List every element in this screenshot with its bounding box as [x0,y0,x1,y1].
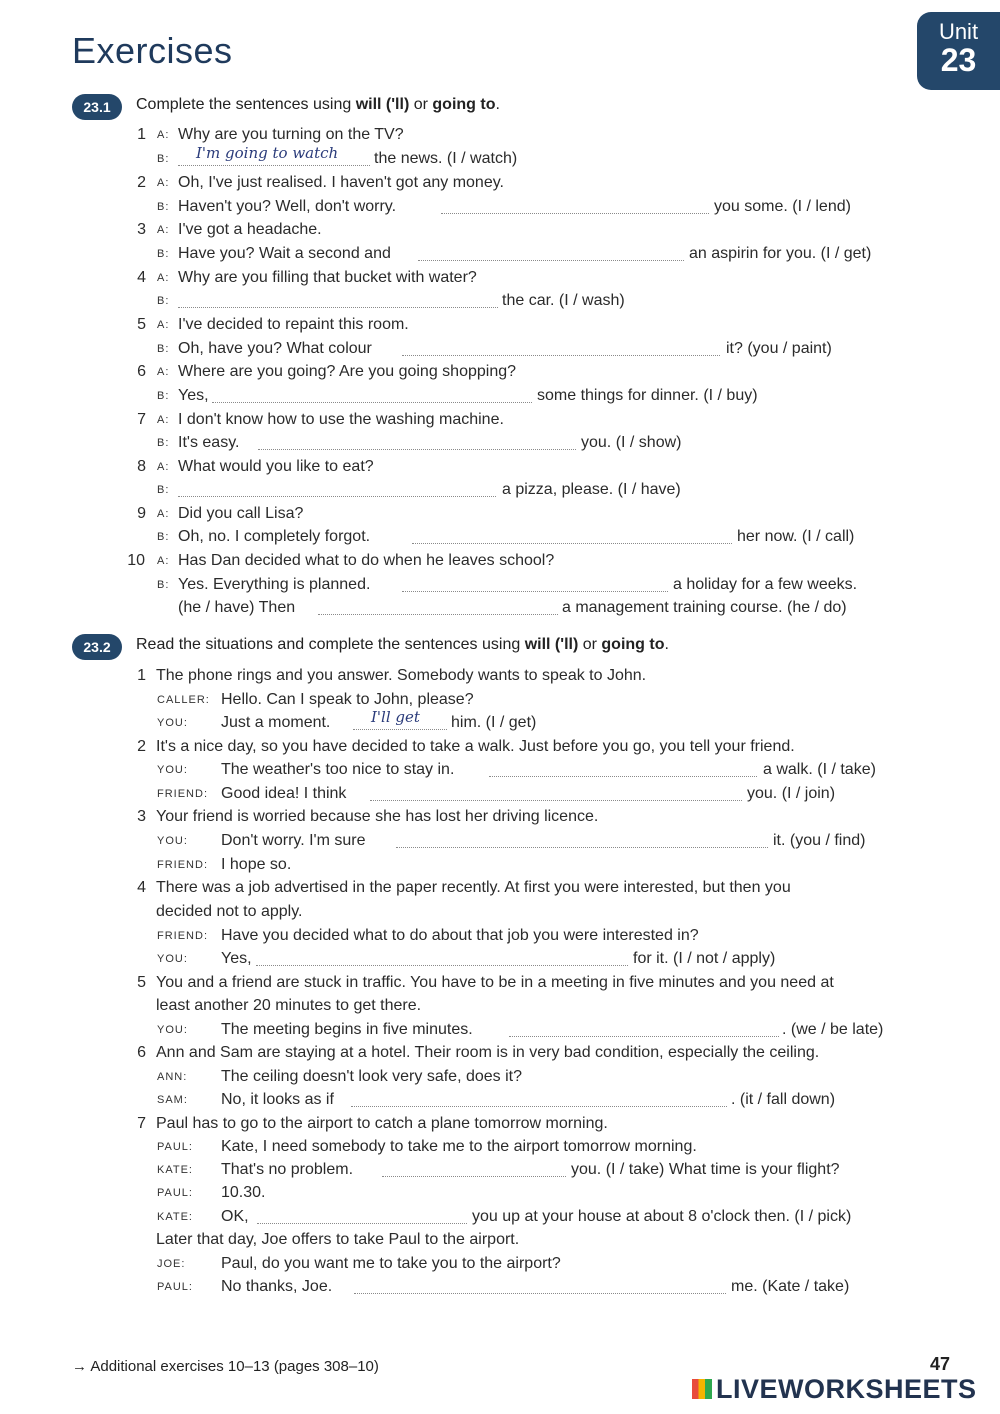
situation-text: decided not to apply. [156,903,303,920]
line-text: Have you decided what to do about that job you were interested in? [221,927,699,944]
ex1-line-3a [0,218,1000,242]
speaker-label: B: [157,153,170,165]
ex2-line-3a [0,829,1000,853]
speaker-label: B: [157,390,170,402]
ex1-line-6b [0,384,1000,408]
answer-blank[interactable] [258,431,576,450]
line-text: you up at your house at about 8 o'clock then. (I / pick) [472,1208,852,1225]
item-number: 3 [137,808,146,825]
heading-bold: going to [601,636,665,653]
line-text: a holiday for a few weeks. [673,576,858,593]
ex2-situation-3 [0,805,1000,829]
item-number: 5 [137,316,146,333]
line-text: OK, [221,1208,249,1225]
speaker-label: FRIEND: [157,930,208,942]
ex2-situation-2 [0,735,1000,759]
line-text: The ceiling doesn't look very safe, does it? [221,1068,522,1085]
ex2-line-1b [0,708,1000,735]
speaker-label: YOU: [157,764,188,776]
item-number: 6 [137,363,146,380]
item-number: 9 [137,505,146,522]
line-text: you some. (I / lend) [714,198,851,215]
ex2-line-7a [0,1135,1000,1159]
unit-label: Unit [938,19,979,44]
speaker-label: A: [157,366,170,378]
answer-blank[interactable] [257,1205,467,1224]
speaker-label: A: [157,272,170,284]
line-text: her now. (I / call) [737,528,855,545]
line-text: Did you call Lisa? [178,505,304,522]
line-text: Paul, do you want me to take you to the airport? [221,1255,561,1272]
line-text: a management training course. (he / do) [562,599,847,616]
line-text: some things for dinner. (I / buy) [537,387,758,404]
speaker-label: A: [157,461,170,473]
answer-blank[interactable] [178,144,370,166]
ex2-situation-4 [0,876,1000,900]
ex2-line-7c [0,1181,1000,1205]
ex2-line-2a [0,758,1000,782]
speaker-label: B: [157,343,170,355]
item-number: 8 [137,458,146,475]
answer-blank[interactable] [351,1088,727,1107]
line-text: No, it looks as if [221,1091,334,1108]
speaker-label: KATE: [157,1164,193,1176]
heading-bold: will ('ll) [524,636,579,653]
ex1-line-4a [0,266,1000,290]
line-text: the news. (I / watch) [374,150,518,167]
unit-tab [917,12,1000,90]
line-text: . (it / fall down) [731,1091,836,1108]
situation-text: There was a job advertised in the paper recently. At first you were interested, but then you [156,879,791,896]
ex1-line-2b [0,195,1000,219]
item-number: 7 [137,1115,146,1132]
speaker-label: JOE: [157,1258,186,1270]
ex1-line-10c [0,596,1000,620]
ex2-line-3b [0,853,1000,877]
answer-blank[interactable] [489,758,757,777]
answer-blank[interactable] [353,708,447,730]
line-text: I've decided to repaint this room. [178,316,409,333]
ex2-line-4a [0,924,1000,948]
situation-text: Your friend is worried because she has lost her driving licence. [156,808,599,825]
ex2-situation-6 [0,1041,1000,1065]
line-text: It's easy. [178,434,240,451]
ex1-line-1a [0,123,1000,147]
ex2-situation-7 [0,1112,1000,1136]
line-text: . (we / be late) [782,1021,884,1038]
heading-text: or [409,96,433,113]
speaker-label: A: [157,177,170,189]
ex2-situation-1 [0,664,1000,688]
item-number: 5 [137,974,146,991]
ex2-line-7e [0,1228,1000,1252]
heading-text: Complete the sentences using [136,96,356,113]
ex1-line-10b [0,573,1000,597]
situation-text: You and a friend are stuck in traffic. You have to be in a meeting in five minutes and you need at [156,974,834,991]
line-text: Hello. Can I speak to John, please? [221,691,474,708]
speaker-label: B: [157,295,170,307]
line-text: That's no problem. [221,1161,354,1178]
item-number: 10 [127,552,145,569]
line-text: the car. (I / wash) [502,292,625,309]
line-text: for it. (I / not / apply) [633,950,776,967]
item-number: 4 [137,269,146,286]
line-text: The meeting begins in five minutes. [221,1021,473,1038]
ex1-line-9a [0,502,1000,526]
speaker-label: B: [157,484,170,496]
speaker-label: KATE: [157,1211,193,1223]
line-text: I don't know how to use the washing machine. [178,411,504,428]
ex2-line-2b [0,782,1000,806]
line-text: him. (I / get) [451,714,537,731]
line-text: Don't worry. I'm sure [221,832,366,849]
line-text: 10.30. [221,1184,266,1201]
line-text: Good idea! I think [221,785,347,802]
answer-blank[interactable] [178,478,496,497]
answer-blank[interactable] [382,1158,566,1177]
ex1-line-3b [0,242,1000,266]
handwritten-answer: I'm going to watch [196,144,339,162]
speaker-label: PAUL: [157,1281,193,1293]
ex2-line-7b [0,1158,1000,1182]
item-number: 4 [137,879,146,896]
ex2-line-6a [0,1065,1000,1089]
line-text: Oh, I've just realised. I haven't got any money. [178,174,504,191]
line-text: Yes. Everything is planned. [178,576,371,593]
line-text: Yes, [178,387,209,404]
page-number: 47 [930,1354,951,1374]
speaker-label: PAUL: [157,1141,193,1153]
heading-bold: will ('ll) [355,96,410,113]
line-text: No thanks, Joe. [221,1278,333,1295]
speaker-label: FRIEND: [157,788,208,800]
line-text: Why are you turning on the TV? [178,126,404,143]
speaker-label: A: [157,555,170,567]
ex1-line-5b [0,337,1000,361]
exercise-badge-23-1: 23.1 [72,94,122,120]
line-text: What would you like to eat? [178,458,374,475]
line-text: it? (you / paint) [726,340,832,357]
speaker-label: A: [157,414,170,426]
line-text: Has Dan decided what to do when he leaves school? [178,552,555,569]
answer-blank[interactable] [178,289,498,308]
answer-blank[interactable] [256,947,628,966]
speaker-label: PAUL: [157,1187,193,1199]
situation-text: Later that day, Joe offers to take Paul to the airport. [156,1231,520,1248]
ex2-line-7g [0,1275,1000,1299]
answer-blank[interactable] [441,195,709,214]
speaker-label: YOU: [157,953,188,965]
answer-blank[interactable] [396,829,768,848]
line-text: The weather's too nice to stay in. [221,761,455,778]
exercise-badge-23-2: 23.2 [72,634,122,660]
item-number: 3 [137,221,146,238]
speaker-label: YOU: [157,717,188,729]
ex1-line-9b [0,525,1000,549]
ex1-line-8a [0,455,1000,479]
ex1-line-10a [0,549,1000,573]
line-text: Why are you filling that bucket with water? [178,269,477,286]
speaker-label: B: [157,201,170,213]
handwritten-answer: I'll get [371,708,420,726]
speaker-label: A: [157,224,170,236]
ex2-line-1a [0,688,1000,712]
speaker-label: B: [157,248,170,260]
item-number: 1 [137,667,146,684]
ex2-line-7d [0,1205,1000,1229]
ex2-line-6b [0,1088,1000,1112]
heading-text: Read the situations and complete the sentences using [136,636,525,653]
answer-blank[interactable] [354,1275,726,1294]
answer-blank[interactable] [402,337,720,356]
speaker-label: A: [157,508,170,520]
brand-text: LIVEWORKSHEETS [716,1374,977,1404]
answer-blank[interactable] [412,525,732,544]
unit-number: 23 [940,42,977,78]
line-text: Haven't you? Well, don't worry. [178,198,397,215]
ex1-line-1b [0,144,1000,171]
speaker-label: YOU: [157,1024,188,1036]
line-text: (he / have) Then [178,599,296,616]
situation-text: least another 20 minutes to get there. [156,997,422,1014]
brand-logo[interactable] [692,1374,977,1405]
line-text: Yes, [221,950,252,967]
ex2-line-7f [0,1252,1000,1276]
answer-blank[interactable] [418,242,684,261]
speaker-label: B: [157,531,170,543]
ex1-line-2a [0,171,1000,195]
exercise-heading-23-2 [136,636,669,654]
line-text: you. (I / take) What time is your flight? [571,1161,840,1178]
speaker-label: YOU: [157,835,188,847]
line-text: an aspirin for you. (I / get) [689,245,872,262]
speaker-label: A: [157,319,170,331]
item-number: 7 [137,411,146,428]
ex1-line-7a [0,408,1000,432]
answer-blank[interactable] [318,596,558,615]
ex1-line-6a [0,360,1000,384]
footer-pages: (pages 308–10) [273,1358,379,1375]
situation-text: Ann and Sam are staying at a hotel. Their room is in very bad condition, especially the ceiling. [156,1044,820,1061]
arrow-right-icon: → [72,1358,87,1375]
speaker-label: FRIEND: [157,859,208,871]
line-text: I've got a headache. [178,221,322,238]
ex1-line-4b [0,289,1000,313]
heading-bold: going to [432,96,496,113]
line-text: it. (you / find) [773,832,866,849]
ex2-line-5a [0,1018,1000,1042]
item-number: 2 [137,738,146,755]
ex2-line-4b [0,947,1000,971]
answer-blank[interactable] [509,1018,779,1037]
line-text: me. (Kate / take) [731,1278,850,1295]
exercise-heading-23-1 [136,96,500,114]
heading-text: . [495,96,500,113]
line-text: you. (I / show) [581,434,682,451]
ex1-line-8b [0,478,1000,502]
speaker-label: B: [157,437,170,449]
answer-blank[interactable] [402,573,668,592]
speaker-label: B: [157,579,170,591]
ex2-situation-4-cont [0,900,1000,924]
additional-exercises-link[interactable] [72,1358,379,1375]
line-text: Have you? Wait a second and [178,245,391,262]
speaker-label: CALLER: [157,694,210,706]
speaker-label: A: [157,129,170,141]
footer-text: Additional exercises 10–13 [90,1358,270,1375]
heading-text: or [578,636,602,653]
ex2-situation-5 [0,971,1000,995]
page-title: Exercises [72,30,233,71]
ex2-situation-5-cont [0,994,1000,1018]
item-number: 1 [137,126,146,143]
ex1-line-5a [0,313,1000,337]
situation-text: It's a nice day, so you have decided to take a walk. Just before you go, you tell your friend. [156,738,795,755]
item-number: 2 [137,174,146,191]
heading-text: . [664,636,669,653]
speaker-label: ANN: [157,1071,188,1083]
line-text: Oh, no. I completely forgot. [178,528,371,545]
situation-text: The phone rings and you answer. Somebody wants to speak to John. [156,667,647,684]
line-text: I hope so. [221,856,292,873]
line-text: a walk. (I / take) [763,761,876,778]
line-text: a pizza, please. (I / have) [502,481,681,498]
line-text: Just a moment. [221,714,331,731]
line-text: Kate, I need somebody to take me to the airport tomorrow morning. [221,1138,697,1155]
situation-text: Paul has to go to the airport to catch a plane tomorrow morning. [156,1115,608,1132]
speaker-label: SAM: [157,1094,188,1106]
liveworksheets-logo-icon [692,1379,712,1399]
line-text: Oh, have you? What colour [178,340,372,357]
answer-blank[interactable] [212,384,532,403]
line-text: Where are you going? Are you going shopping? [178,363,517,380]
answer-blank[interactable] [370,782,742,801]
ex1-line-7b [0,431,1000,455]
line-text: you. (I / join) [747,785,836,802]
item-number: 6 [137,1044,146,1061]
